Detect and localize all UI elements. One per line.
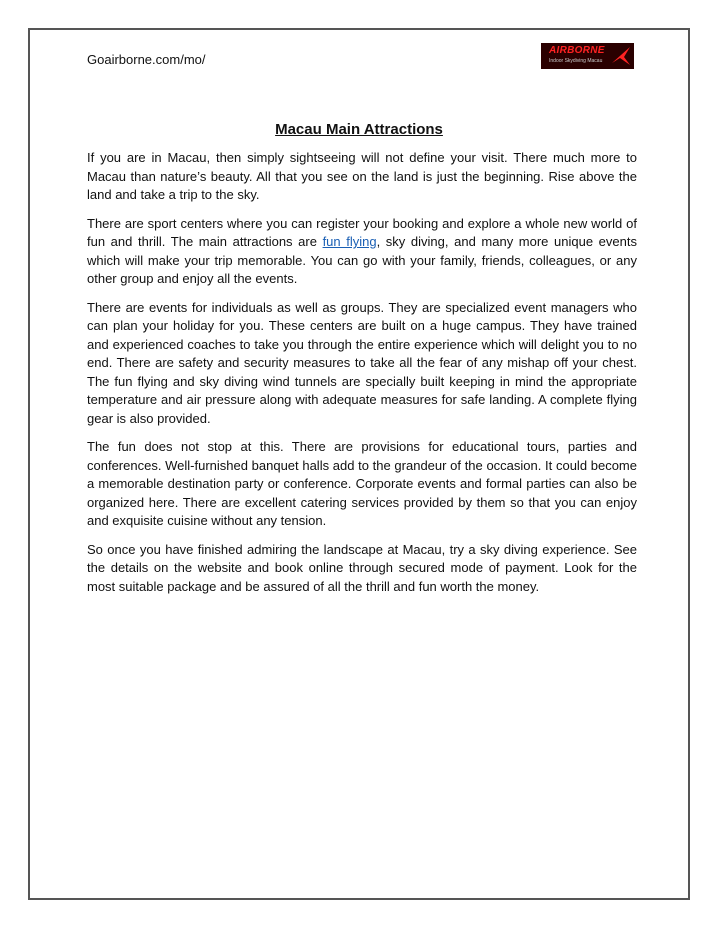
paragraph-2 xyxy=(87,215,637,289)
paragraph-2-start: There are sport centers where you can register your booking and explore a whole new world of fun and thrill. The main attractions are xyxy=(87,215,637,249)
article-body xyxy=(87,149,637,606)
header-url: Goairborne.com/mo/ xyxy=(87,52,206,67)
paragraph-1: If you are in Macau, then simply sightseeing will not define your visit. There much more to Macau than nature’s beauty. All that you see on the land is just the beginning. Rise above the land and take a trip to the sky. xyxy=(87,150,637,202)
fun-flying-link[interactable]: fun flying xyxy=(322,234,377,249)
document-page xyxy=(28,28,690,900)
logo-tagline: Indoor Skydiving Macau xyxy=(549,58,603,64)
paragraph-2-end: , sky diving, and many more unique events which will make your trip memorable. You can go with your family, friends, colleagues, or any other group and enjoy all the events. xyxy=(87,234,637,286)
page-title: Macau Main Attractions xyxy=(275,121,443,138)
paragraph-4: The fun does not stop at this. There are provisions for educational tours, parties and conferences. Well-furnished banquet halls add to the grandeur of the occasion. It could become a memorable destination party or conference. Corporate events and formal parties can also be organized here. There are excellent catering services provided by them so that you can enjoy and exquisite cuisine without any tension. xyxy=(87,439,637,528)
logo-text: AIRBORNE xyxy=(549,45,605,56)
airborne-logo xyxy=(541,43,634,69)
paragraph-3: There are events for individuals as well as groups. They are specialized event managers who can plan your holiday for you. These centers are built on a huge campus. They have trained and experienced coaches to take you through the entire experience which will delight you to no end. There are safety and security measures to take all the fear of any mishap off your chest. The fun flying and sky diving wind tunnels are specially built keeping in mind the appropriate temperature and air pressure along with adequate measures for safe landing. A complete flying gear is also provided. xyxy=(87,299,637,426)
paragraph-5: So once you have finished admiring the landscape at Macau, try a sky diving experience. See the details on the website and book online through secured mode of payment. Look for the most suitable package and be assured of all the thrill and fun worth the money. xyxy=(87,541,637,594)
logo-swoosh-icon xyxy=(610,45,632,67)
